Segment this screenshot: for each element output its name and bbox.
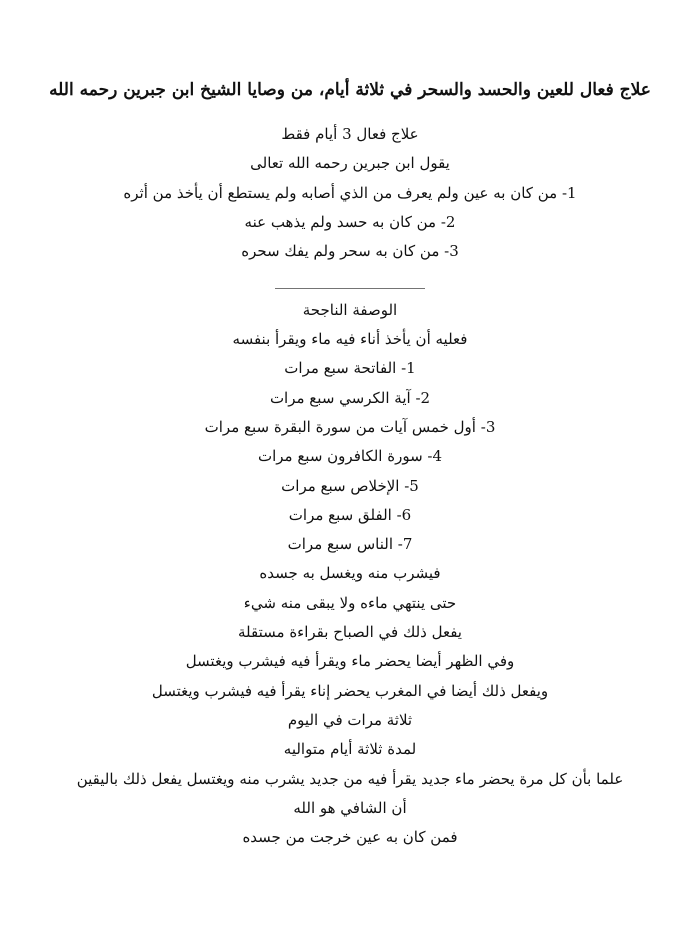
text-line: يقول ابن جبرين رحمه الله تعالى [250,154,450,173]
list-item: 1- الفاتحة سبع مرات [284,359,416,378]
text-line: علاج فعال 3 أيام فقط [281,125,419,143]
text-line: أن الشافي هو الله [293,798,407,817]
document-title: علاج فعال للعين والحسد والسحر في ثلاثة أيام، من وصايا الشيخ ابن جبرين رحمه الله [49,80,651,100]
text-line: فيشرب منه ويغسل به جسده [259,564,441,583]
list-item: 3- أول خمس آيات من سورة البقرة سبع مرات [204,417,496,436]
list-item: 4- سورة الكافرون سبع مرات [257,447,443,466]
text-line: ويفعل ذلك أيضا في المغرب يحضر إناء يقرأ فيه فيشرب ويغتسل [151,681,549,700]
text-line: وفي الظهر أيضا يحضر ماء ويقرأ فيه فيشرب ويغتسل [185,652,515,671]
text-line: حتى ينتهي ماءه ولا يبقى منه شيء [243,593,457,612]
text-line: 1- من كان به عين ولم يعرف من الذي أصابه ولم يستطع أن يأخذ من أثره [123,183,577,202]
text-line: 3- من كان به سحر ولم يفك سحره [241,242,459,261]
list-item: 7- الناس سبع مرات [287,535,413,554]
list-item: 6- الفلق سبع مرات [288,505,412,524]
text-line: ثلاثة مرات في اليوم [287,710,413,729]
list-item: 2- آية الكرسي سبع مرات [269,388,431,407]
text-line: فمن كان به عين خرجت من جسده [242,828,458,847]
section-heading: الوصفة الناجحة [302,300,398,319]
text-line: علما بأن كل مرة يحضر ماء جديد يقرأ فيه من جديد يشرب منه ويغتسل يفعل ذلك باليقين [76,769,624,788]
list-item: 5- الإخلاص سبع مرات [281,476,419,495]
text-line: 2- من كان به حسد ولم يذهب عنه [244,212,456,231]
text-line: لمدة ثلاثة أيام متواليه [283,740,417,759]
text-line: فعليه أن يأخذ أناء فيه ماء ويقرأ بنفسه [232,330,468,349]
text-line: يفعل ذلك في الصباح بقراءة مستقلة [238,623,462,642]
separator-line: ____________________ [275,271,425,290]
